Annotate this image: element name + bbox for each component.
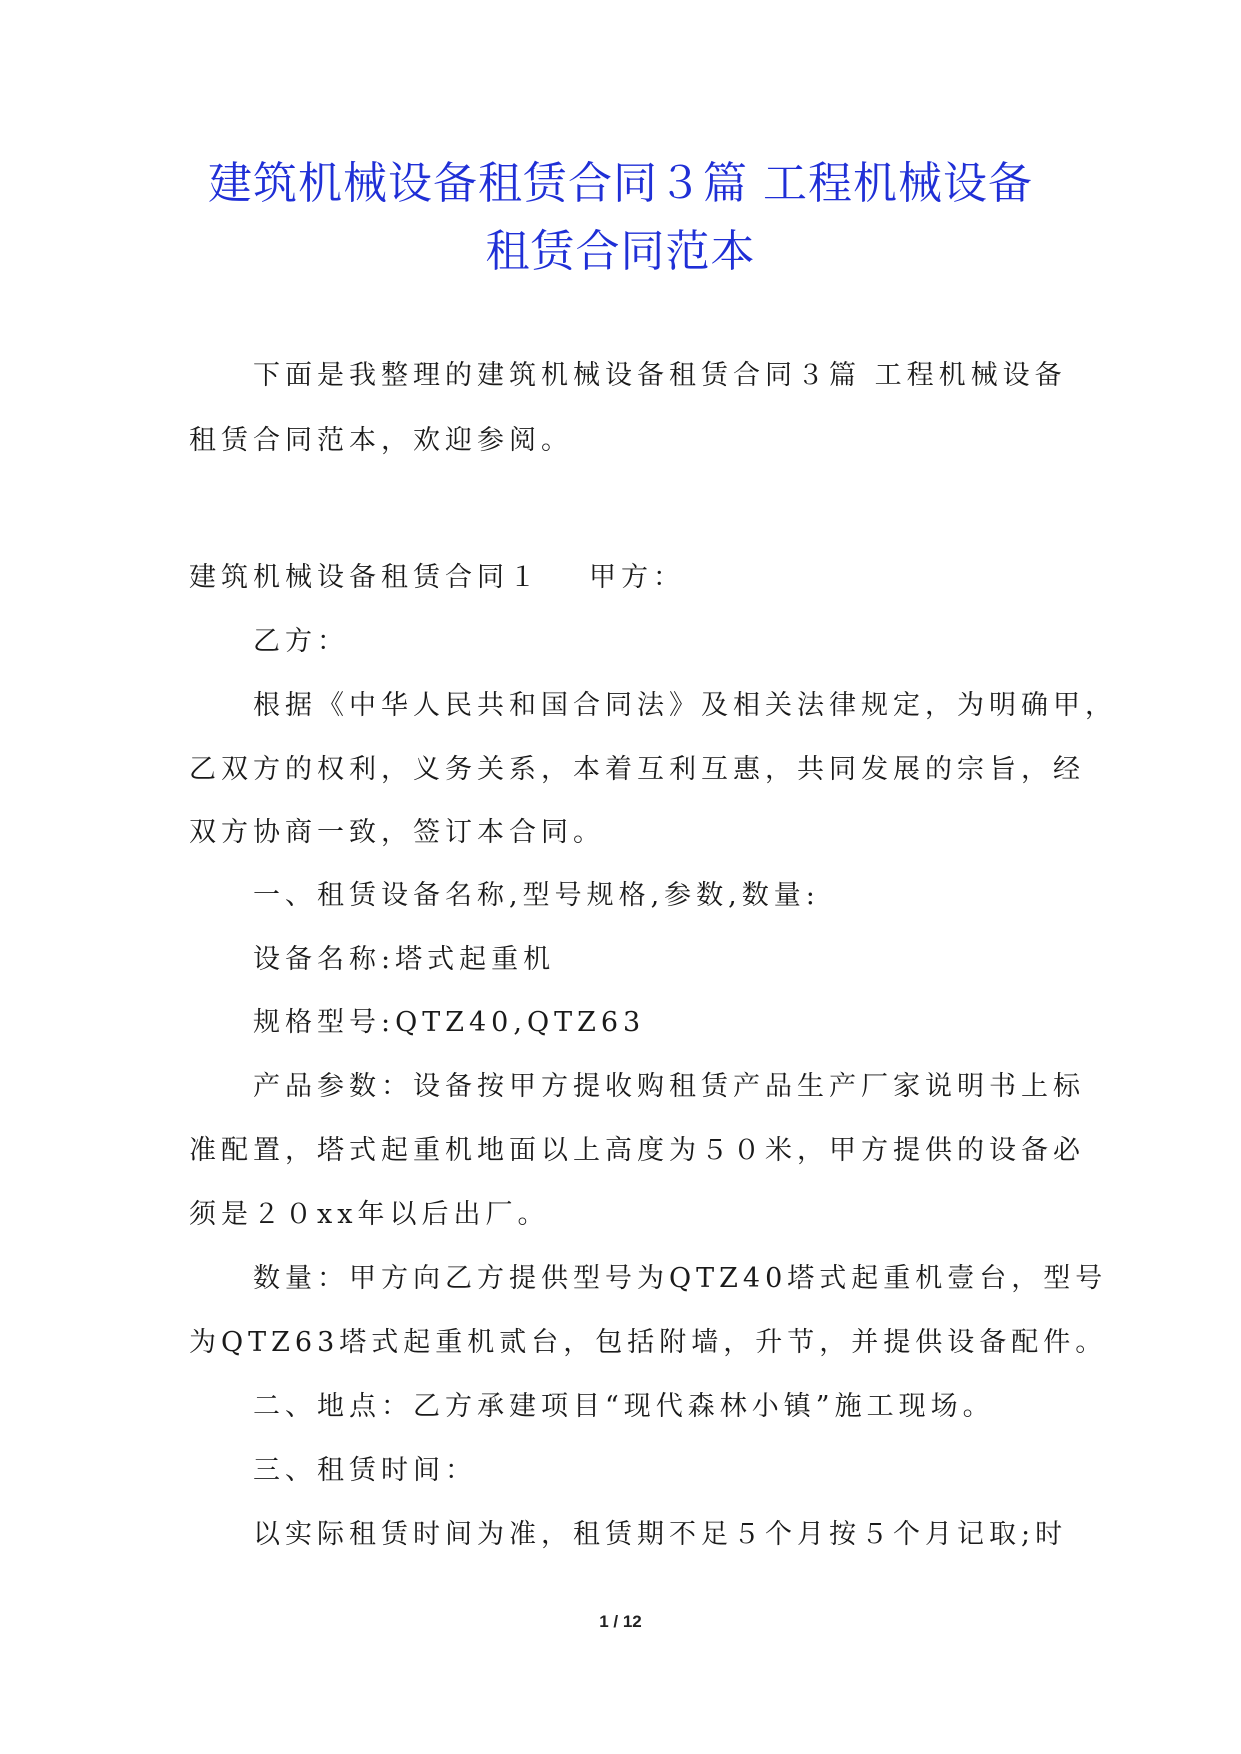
equipment-name: 设备名称:塔式起重机 <box>253 944 556 975</box>
spec-model: 规格型号:QTZ40,QTZ63 <box>253 1007 646 1038</box>
section-3-title: 三、租赁时间： <box>253 1455 477 1486</box>
paragraph-1-line-2: 乙双方的权利，义务关系，本着互利互惠，共同发展的宗旨，经 <box>189 754 1085 785</box>
section-2-location: 二、地点：乙方承建项目“现代森林小镇”施工现场。 <box>253 1391 995 1422</box>
quantity-line-1: 数量：甲方向乙方提供型号为QTZ40塔式起重机壹台，型号 <box>253 1263 1108 1294</box>
party-b-label: 乙方： <box>253 626 349 657</box>
page-indicator: 1 / 12 <box>599 1612 642 1631</box>
params-line-3: 须是２０xx年以后出厂。 <box>189 1199 550 1230</box>
intro-line-1: 下面是我整理的建筑机械设备租赁合同３篇 工程机械设备 <box>253 360 1067 391</box>
quantity-line-2: 为QTZ63塔式起重机贰台，包括附墙，升节，并提供设备配件。 <box>189 1327 1108 1358</box>
section-1-title: 一、租赁设备名称,型号规格,参数,数量: <box>253 880 820 911</box>
party-a-label: 甲方： <box>589 562 685 593</box>
contract-heading: 建筑机械设备租赁合同１ <box>189 562 541 593</box>
intro-line-2: 租赁合同范本，欢迎参阅。 <box>189 425 573 456</box>
contract-heading-row <box>189 558 685 598</box>
document-title-line-1: 建筑机械设备租赁合同３篇 工程机械设备 <box>208 158 1033 209</box>
params-line-2: 准配置，塔式起重机地面以上高度为５０米，甲方提供的设备必 <box>189 1135 1085 1166</box>
params-line-1: 产品参数：设备按甲方提收购租赁产品生产厂家说明书上标 <box>253 1071 1085 1102</box>
section-3-line-1: 以实际租赁时间为准，租赁期不足５个月按５个月记取;时 <box>253 1519 1068 1550</box>
paragraph-1-line-1: 根据《中华人民共和国合同法》及相关法律规定，为明确甲， <box>253 690 1117 721</box>
paragraph-1-line-3: 双方协商一致，签订本合同。 <box>189 817 605 848</box>
document-title-line-2: 租赁合同范本 <box>485 226 756 277</box>
